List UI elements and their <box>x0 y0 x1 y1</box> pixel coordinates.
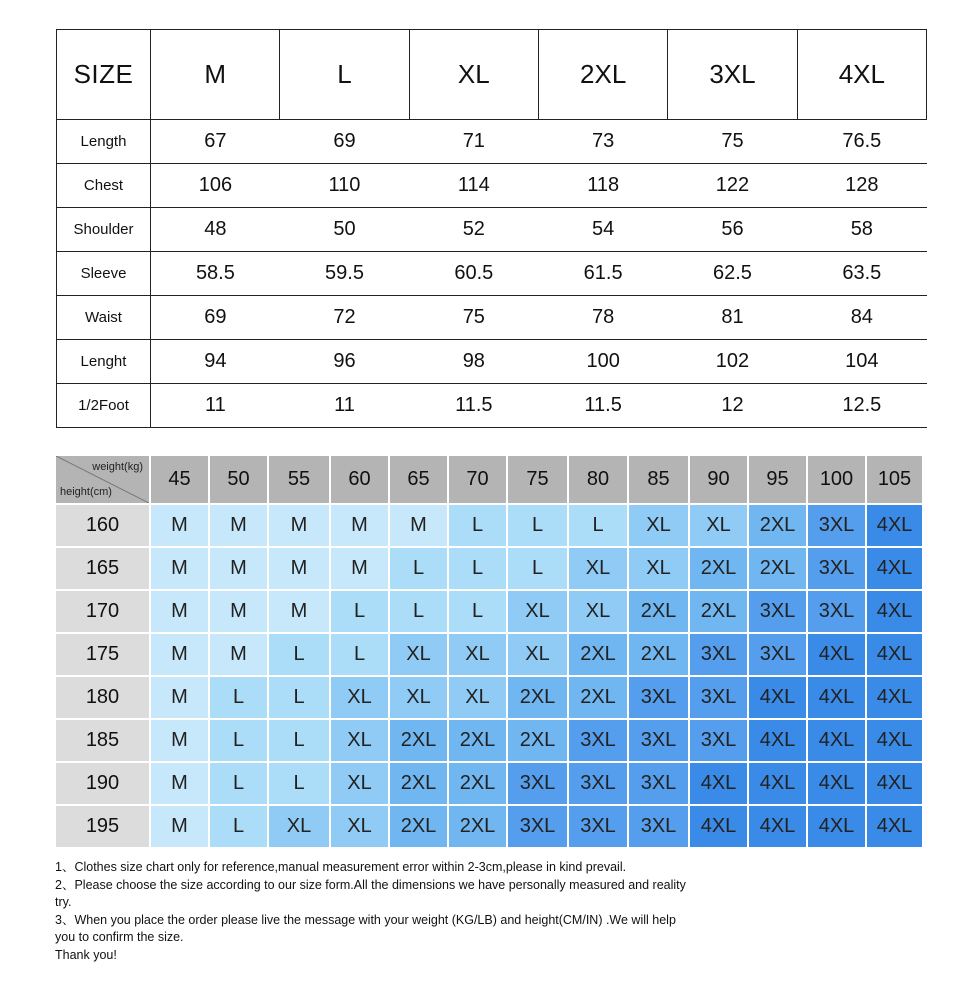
measurement-value: 110 <box>280 164 409 208</box>
size-recommendation-cell: XL <box>449 634 506 675</box>
size-recommendation-cell: 3XL <box>569 763 627 804</box>
measurement-value: 12 <box>668 384 797 428</box>
size-recommendation-cell: M <box>151 591 208 632</box>
measurement-value: 78 <box>538 296 667 340</box>
size-recommendation-cell: 3XL <box>629 677 688 718</box>
measurement-value: 71 <box>409 120 538 164</box>
size-header-row <box>57 30 927 120</box>
weight-height-size-chart <box>56 456 927 849</box>
measurement-value: 81 <box>668 296 797 340</box>
size-recommendation-cell: 4XL <box>690 763 747 804</box>
size-recommendation-cell: M <box>151 806 208 847</box>
size-recommendation-cell: L <box>210 720 267 761</box>
size-recommendation-cell: 2XL <box>749 548 806 589</box>
size-recommendation-cell: 2XL <box>508 720 567 761</box>
measurement-value: 98 <box>409 340 538 384</box>
measurement-value: 58 <box>797 208 926 252</box>
size-recommendation-cell: M <box>151 763 208 804</box>
size-header-cell: M <box>151 30 280 120</box>
weight-header-cell: 95 <box>749 456 806 503</box>
size-recommendation-cell: XL <box>449 677 506 718</box>
size-recommendation-cell: 2XL <box>390 720 447 761</box>
measurement-value: 11 <box>280 384 409 428</box>
measurement-value: 58.5 <box>151 252 280 296</box>
size-recommendation-cell: M <box>210 634 267 675</box>
size-recommendation-cell: XL <box>331 806 388 847</box>
measurement-value: 122 <box>668 164 797 208</box>
height-row <box>56 720 927 761</box>
height-cell: 190 <box>56 763 149 804</box>
size-recommendation-cell: M <box>151 677 208 718</box>
weight-header-cell: 70 <box>449 456 506 503</box>
measurement-value: 118 <box>538 164 667 208</box>
size-recommendation-cell: L <box>569 505 627 546</box>
size-recommendation-cell: 2XL <box>629 591 688 632</box>
measurement-value: 73 <box>538 120 667 164</box>
height-cell: 170 <box>56 591 149 632</box>
size-recommendation-cell: XL <box>569 591 627 632</box>
measurement-value: 52 <box>409 208 538 252</box>
size-row <box>57 340 927 384</box>
measurement-value: 63.5 <box>797 252 926 296</box>
size-recommendation-cell: L <box>508 505 567 546</box>
size-recommendation-cell: L <box>331 634 388 675</box>
size-recommendation-cell: M <box>151 720 208 761</box>
measurement-value: 62.5 <box>668 252 797 296</box>
size-recommendation-cell: 2XL <box>629 634 688 675</box>
size-recommendation-cell: 2XL <box>449 763 506 804</box>
size-recommendation-cell: 2XL <box>508 677 567 718</box>
measurement-value: 50 <box>280 208 409 252</box>
size-recommendation-cell: M <box>210 505 267 546</box>
height-row <box>56 806 927 847</box>
measurement-value: 54 <box>538 208 667 252</box>
size-recommendation-cell: 2XL <box>449 720 506 761</box>
note-1: 1、Clothes size chart only for reference,manual measurement error within 2-3cm,please in kind prevail. <box>55 860 627 874</box>
size-recommendation-cell: 4XL <box>867 548 922 589</box>
size-recommendation-cell: XL <box>269 806 329 847</box>
size-recommendation-cell: M <box>151 505 208 546</box>
height-cell: 160 <box>56 505 149 546</box>
height-cell: 195 <box>56 806 149 847</box>
size-recommendation-cell: 3XL <box>508 806 567 847</box>
measurement-value: 76.5 <box>797 120 926 164</box>
size-recommendation-cell: 2XL <box>569 677 627 718</box>
size-recommendation-cell: 4XL <box>690 806 747 847</box>
size-recommendation-cell: XL <box>508 591 567 632</box>
size-recommendation-cell: 3XL <box>808 548 865 589</box>
weight-header-row <box>56 456 927 503</box>
size-recommendation-cell: XL <box>331 763 388 804</box>
size-recommendation-cell: 2XL <box>690 591 747 632</box>
measurement-value: 67 <box>151 120 280 164</box>
size-header-cell: 3XL <box>668 30 797 120</box>
weight-header-cell: 80 <box>569 456 627 503</box>
measurement-label: Waist <box>57 296 151 340</box>
measurement-label: Chest <box>57 164 151 208</box>
height-cell: 165 <box>56 548 149 589</box>
height-row <box>56 505 927 546</box>
measurement-value: 61.5 <box>538 252 667 296</box>
size-header-cell: 2XL <box>538 30 667 120</box>
size-recommendation-cell: M <box>269 548 329 589</box>
size-recommendation-cell: M <box>210 591 267 632</box>
size-recommendation-cell: 4XL <box>867 763 922 804</box>
height-row <box>56 677 927 718</box>
note-2: 2、Please choose the size according to our size form.All the dimensions we have personally measured and reality try. <box>55 877 686 910</box>
size-recommendation-cell: 3XL <box>569 806 627 847</box>
size-header-label: SIZE <box>57 30 151 120</box>
size-recommendation-cell: 4XL <box>808 763 865 804</box>
measurement-value: 84 <box>797 296 926 340</box>
height-cell: 180 <box>56 677 149 718</box>
size-recommendation-cell: 4XL <box>749 720 806 761</box>
notes-section <box>55 859 695 965</box>
size-recommendation-cell: XL <box>629 505 688 546</box>
size-recommendation-cell: 2XL <box>390 806 447 847</box>
size-recommendation-cell: 3XL <box>808 505 865 546</box>
size-recommendation-cell: 4XL <box>867 677 922 718</box>
weight-axis-label: weight(kg) <box>92 461 143 473</box>
measurement-value: 114 <box>409 164 538 208</box>
height-cell: 175 <box>56 634 149 675</box>
size-recommendation-cell: M <box>269 505 329 546</box>
size-recommendation-cell: 2XL <box>390 763 447 804</box>
weight-header-cell: 105 <box>867 456 922 503</box>
size-recommendation-cell: L <box>449 505 506 546</box>
size-recommendation-cell: 4XL <box>749 806 806 847</box>
size-recommendation-cell: 2XL <box>449 806 506 847</box>
size-recommendation-cell: XL <box>390 677 447 718</box>
weight-header-cell: 90 <box>690 456 747 503</box>
measurement-value: 11 <box>151 384 280 428</box>
size-row <box>57 252 927 296</box>
measurement-label: Lenght <box>57 340 151 384</box>
size-recommendation-cell: 2XL <box>749 505 806 546</box>
size-recommendation-cell: M <box>331 505 388 546</box>
measurement-value: 72 <box>280 296 409 340</box>
height-row <box>56 548 927 589</box>
weight-header-cell: 65 <box>390 456 447 503</box>
measurement-value: 75 <box>409 296 538 340</box>
size-recommendation-cell: 4XL <box>867 634 922 675</box>
size-recommendation-cell: L <box>210 806 267 847</box>
size-recommendation-cell: XL <box>331 720 388 761</box>
size-recommendation-cell: M <box>269 591 329 632</box>
size-recommendation-cell: XL <box>690 505 747 546</box>
size-recommendation-cell: L <box>269 634 329 675</box>
measurement-value: 128 <box>797 164 926 208</box>
measurement-value: 11.5 <box>538 384 667 428</box>
note-3: 3、When you place the order please live the message with your weight (KG/LB) and height(CM/IN) .We will help you to confirm the size. <box>55 912 676 945</box>
measurement-value: 12.5 <box>797 384 926 428</box>
size-recommendation-cell: XL <box>569 548 627 589</box>
measurement-label: Sleeve <box>57 252 151 296</box>
weight-header-cell: 85 <box>629 456 688 503</box>
size-recommendation-cell: L <box>269 720 329 761</box>
weight-header-cell: 50 <box>210 456 267 503</box>
measurement-label: Shoulder <box>57 208 151 252</box>
weight-header-cell: 60 <box>331 456 388 503</box>
size-recommendation-cell: 3XL <box>508 763 567 804</box>
size-recommendation-cell: 4XL <box>808 634 865 675</box>
weight-header-cell: 100 <box>808 456 865 503</box>
size-row <box>57 208 927 252</box>
measurement-value: 48 <box>151 208 280 252</box>
size-recommendation-cell: L <box>269 677 329 718</box>
size-row <box>57 384 927 428</box>
size-recommendation-cell: 4XL <box>867 806 922 847</box>
size-recommendation-cell: 4XL <box>867 591 922 632</box>
measurement-value: 59.5 <box>280 252 409 296</box>
size-recommendation-cell: L <box>210 763 267 804</box>
size-recommendation-cell: L <box>390 591 447 632</box>
size-recommendation-cell: XL <box>508 634 567 675</box>
measurement-label: 1/2Foot <box>57 384 151 428</box>
weight-header-cell: 75 <box>508 456 567 503</box>
size-recommendation-cell: 3XL <box>569 720 627 761</box>
measurement-value: 106 <box>151 164 280 208</box>
height-cell: 185 <box>56 720 149 761</box>
size-recommendation-cell: 3XL <box>629 763 688 804</box>
weight-header-cell: 55 <box>269 456 329 503</box>
measurement-value: 75 <box>668 120 797 164</box>
height-row <box>56 591 927 632</box>
size-recommendation-cell: 3XL <box>749 634 806 675</box>
size-recommendation-cell: L <box>449 548 506 589</box>
measurement-value: 104 <box>797 340 926 384</box>
measurement-value: 102 <box>668 340 797 384</box>
size-recommendation-cell: 4XL <box>867 505 922 546</box>
size-recommendation-cell: L <box>390 548 447 589</box>
size-recommendation-cell: M <box>390 505 447 546</box>
measurement-value: 69 <box>280 120 409 164</box>
size-recommendation-cell: L <box>269 763 329 804</box>
size-recommendation-cell: M <box>151 548 208 589</box>
corner-header <box>56 456 149 503</box>
note-thanks: Thank you! <box>55 947 117 962</box>
size-recommendation-cell: L <box>449 591 506 632</box>
size-recommendation-cell: 4XL <box>749 677 806 718</box>
size-recommendation-cell: 2XL <box>569 634 627 675</box>
size-measurement-table <box>56 29 927 428</box>
measurement-value: 96 <box>280 340 409 384</box>
size-recommendation-cell: 2XL <box>690 548 747 589</box>
size-recommendation-cell: XL <box>390 634 447 675</box>
size-recommendation-cell: M <box>331 548 388 589</box>
height-row <box>56 634 927 675</box>
size-row <box>57 296 927 340</box>
size-recommendation-cell: 3XL <box>690 677 747 718</box>
size-recommendation-cell: 3XL <box>808 591 865 632</box>
height-axis-label: height(cm) <box>60 486 112 498</box>
size-row <box>57 120 927 164</box>
weight-header-cell: 45 <box>151 456 208 503</box>
size-recommendation-cell: 3XL <box>749 591 806 632</box>
size-recommendation-cell: 4XL <box>808 677 865 718</box>
measurement-value: 11.5 <box>409 384 538 428</box>
size-recommendation-cell: M <box>151 634 208 675</box>
measurement-value: 94 <box>151 340 280 384</box>
size-recommendation-cell: XL <box>629 548 688 589</box>
size-recommendation-cell: 4XL <box>749 763 806 804</box>
size-recommendation-cell: XL <box>331 677 388 718</box>
measurement-value: 100 <box>538 340 667 384</box>
height-row <box>56 763 927 804</box>
size-recommendation-cell: 3XL <box>690 720 747 761</box>
size-row <box>57 164 927 208</box>
measurement-value: 60.5 <box>409 252 538 296</box>
size-recommendation-cell: L <box>210 677 267 718</box>
measurement-value: 56 <box>668 208 797 252</box>
size-header-cell: XL <box>409 30 538 120</box>
size-recommendation-cell: 4XL <box>808 720 865 761</box>
size-recommendation-cell: L <box>508 548 567 589</box>
size-header-cell: 4XL <box>797 30 926 120</box>
size-recommendation-cell: 3XL <box>629 720 688 761</box>
size-header-cell: L <box>280 30 409 120</box>
measurement-value: 69 <box>151 296 280 340</box>
size-recommendation-cell: 3XL <box>629 806 688 847</box>
measurement-label: Length <box>57 120 151 164</box>
size-recommendation-cell: M <box>210 548 267 589</box>
size-recommendation-cell: 4XL <box>867 720 922 761</box>
size-recommendation-cell: 3XL <box>690 634 747 675</box>
size-recommendation-cell: L <box>331 591 388 632</box>
size-recommendation-cell: 4XL <box>808 806 865 847</box>
